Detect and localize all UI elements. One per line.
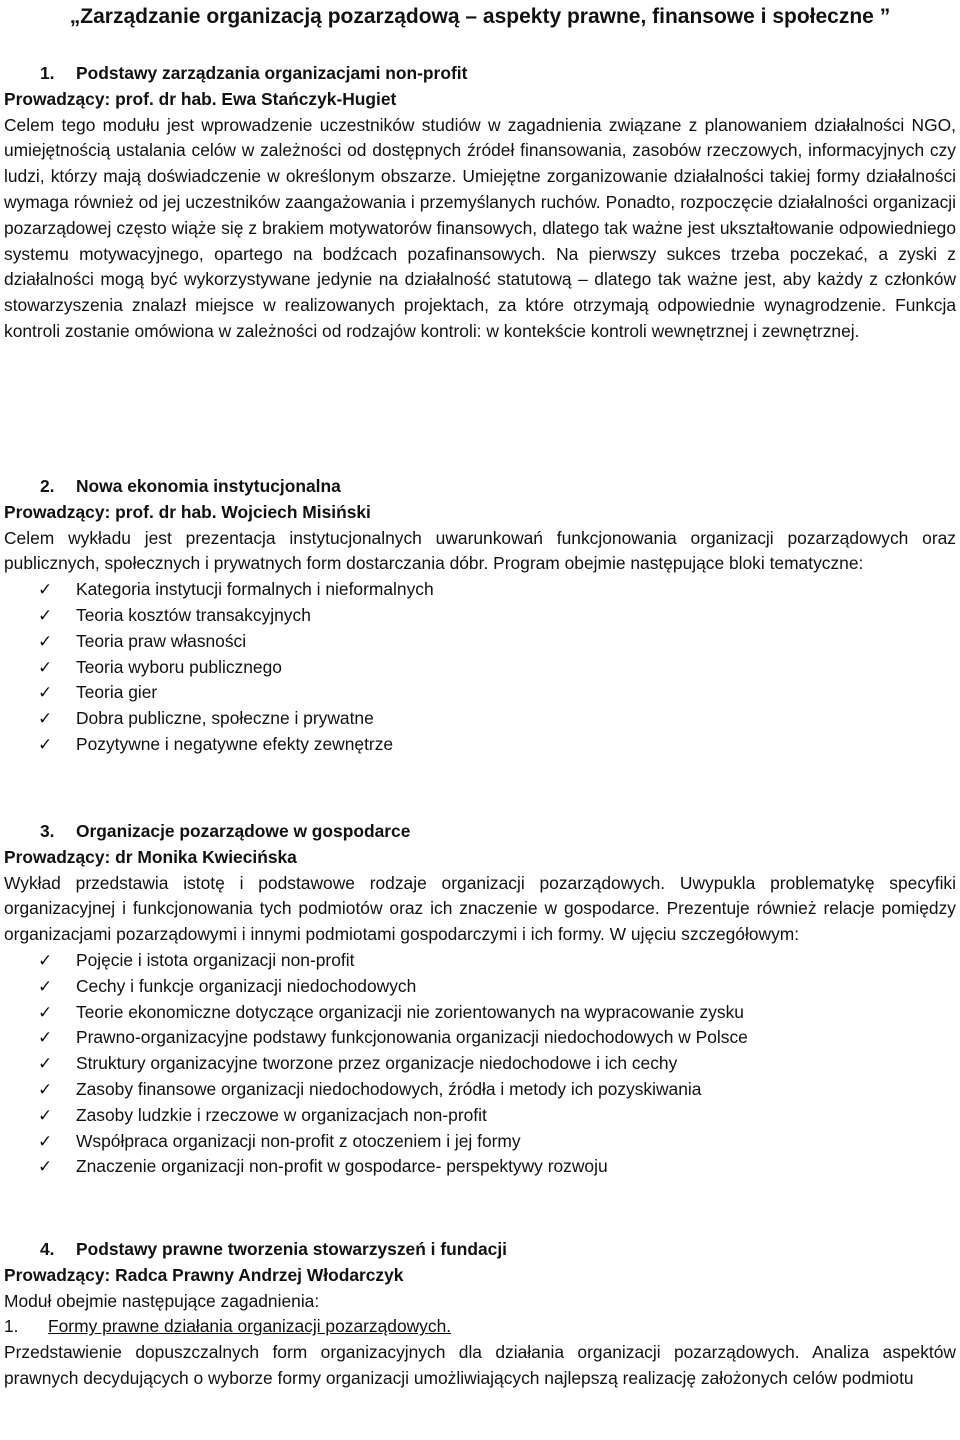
section-title: Nowa ekonomia instytucjonalna <box>76 476 341 496</box>
lecturer-line: Prowadzący: dr Monika Kwiecińska <box>4 846 297 867</box>
list-item: ✓ Cechy i funkcje organizacji niedochodowych <box>4 974 956 1000</box>
list-item: ✓ Prawno-organizacyjne podstawy funkcjonowania organizacji niedochodowych w Polsce <box>4 1025 956 1051</box>
checkmark-icon: ✓ <box>38 734 53 755</box>
section-description: Wykład przedstawia istotę i podstawowe rodzaje organizacji pozarządowych. Uwypukla problematykę specyfiki organizacyjnej i funkcjonowania tych podmiotów oraz ich znaczenie w gospodarce. Prezentuje również relacje pomiędzy organizacjami pozarządowymi i innymi podmiotami gospodarczymi i ich formy. W ujęciu szczegółowym: <box>4 872 956 945</box>
lecturer-line: Prowadzący: prof. dr hab. Ewa Stańczyk-Hugiet <box>4 88 397 109</box>
topic-list <box>4 577 956 758</box>
module-intro: Moduł obejmie następujące zagadnienia: <box>4 1290 320 1311</box>
section-heading <box>4 819 956 845</box>
checkmark-icon: ✓ <box>38 976 53 997</box>
list-item: ✓ Teorie ekonomiczne dotyczące organizacji nie zorientowanych na wypracowanie zysku <box>4 1000 956 1026</box>
checkmark-icon: ✓ <box>38 1028 53 1049</box>
section-title: Podstawy prawne tworzenia stowarzyszeń i fundacji <box>76 1239 508 1259</box>
section-3 <box>4 819 956 1180</box>
section-2 <box>4 474 956 758</box>
list-item: ✓ Współpraca organizacji non-profit z otoczeniem i jej formy <box>4 1129 956 1155</box>
list-item: ✓ Znaczenie organizacji non-profit w gospodarce- perspektywy rozwoju <box>4 1154 956 1180</box>
checkmark-icon: ✓ <box>38 1157 53 1178</box>
list-item: ✓ Zasoby finansowe organizacji niedochodowych, źródła i metody ich pozyskiwania <box>4 1077 956 1103</box>
checkmark-icon: ✓ <box>38 580 53 601</box>
section-description: Celem wykładu jest prezentacja instytucjonalnych uwarunkowań funkcjonowania organizacji pozarządowych oraz publicznych, społecznych i prywatnych form dostarczania dóbr. Program obejmie następujące bloki tematyczne: <box>4 527 956 574</box>
subtopic-description: Przedstawienie dopuszczalnych form organizacyjnych dla działania organizacji pozarządowych. Analiza aspektów prawnych decydujących o wyborze formy organizacji umożliwiających najlepszą realizację założonych celów podmiotu <box>4 1342 956 1388</box>
checkmark-icon: ✓ <box>38 605 53 626</box>
subtopic-title: Formy prawne działania organizacji pozarządowych. <box>48 1316 452 1337</box>
checkmark-icon: ✓ <box>38 1002 53 1023</box>
checkmark-icon: ✓ <box>38 1105 53 1126</box>
checkmark-icon: ✓ <box>38 709 53 730</box>
lecturer-line: Prowadzący: Radca Prawny Andrzej Włodarczyk <box>4 1264 404 1285</box>
section-heading <box>4 1237 956 1263</box>
lecturer-line: Prowadzący: prof. dr hab. Wojciech Misiński <box>4 501 371 522</box>
list-item: ✓ Dobra publiczne, społeczne i prywatne <box>4 706 956 732</box>
document-title: „Zarządzanie organizacją pozarządową – aspekty prawne, finansowe i społeczne ” <box>69 5 891 28</box>
section-heading <box>4 474 956 500</box>
list-item: ✓ Teoria praw własności <box>4 629 956 655</box>
list-item: ✓ Pojęcie i istota organizacji non-profit <box>4 948 956 974</box>
list-item: ✓ Teoria kosztów transakcyjnych <box>4 603 956 629</box>
section-1 <box>4 61 956 345</box>
checkmark-icon: ✓ <box>38 683 53 704</box>
section-number: 2. <box>40 476 55 496</box>
list-item: ✓ Struktury organizacyjne tworzone przez organizacje niedochodowe i ich cechy <box>4 1051 956 1077</box>
checkmark-icon: ✓ <box>38 657 53 678</box>
checkmark-icon: ✓ <box>38 950 53 971</box>
section-heading <box>4 61 956 87</box>
topic-list <box>4 948 956 1180</box>
section-number: 1. <box>40 63 55 83</box>
checkmark-icon: ✓ <box>38 1131 53 1152</box>
section-number: 3. <box>40 821 55 841</box>
list-item: ✓ Zasoby ludzkie i rzeczowe w organizacjach non-profit <box>4 1103 956 1129</box>
subtopic-heading <box>4 1314 956 1340</box>
section-4 <box>4 1237 956 1392</box>
list-item: ✓ Teoria gier <box>4 680 956 706</box>
checkmark-icon: ✓ <box>38 1054 53 1075</box>
list-item: ✓ Kategoria instytucji formalnych i nieformalnych <box>4 577 956 603</box>
list-item: ✓ Pozytywne i negatywne efekty zewnętrze <box>4 732 956 758</box>
section-title: Organizacje pozarządowe w gospodarce <box>76 821 411 841</box>
checkmark-icon: ✓ <box>38 631 53 652</box>
subtopic-number: 1. <box>4 1316 19 1337</box>
section-title: Podstawy zarządzania organizacjami non-profit <box>76 63 468 83</box>
section-description: Celem tego modułu jest wprowadzenie uczestników studiów w zagadnienia związane z planowaniem działalności NGO, umiejętnością ustalania celów w zależności od dostępnych źródeł finansowania, zasobów rzeczowych, informacyjnych czy ludzi, którzy mają doświadczenie w określonym obszarze. Umiejętne zorganizowanie działalności takiej formy działalności wymaga również od jej uczestników zaangażowania i przemyślanych ruchów. Ponadto, rozpoczęcie działalności organizacji pozarządowej często wiąże się z brakiem motywatorów finansowych, dlatego tak ważne jest ukształtowanie odpowiedniego systemu motywacyjnego, opartego na bodźcach pozafinansowych. Na pierwszy sukces trzeba poczekać, a zyski z działalności mogą być wykorzystywane jedynie na działalność statutową – dlatego tak ważne jest, aby każdy z członków stowarzyszenia znalazł miejsce w realizowanych projektach, za które otrzymają odpowiednie wynagrodzenie. Funkcja kontroli zostanie omówiona w zależności od rodzajów kontroli: w kontekście kontroli wewnętrznej i zewnętrznej. <box>4 114 956 341</box>
checkmark-icon: ✓ <box>38 1079 53 1100</box>
list-item: ✓ Teoria wyboru publicznego <box>4 655 956 681</box>
section-number: 4. <box>40 1239 55 1259</box>
